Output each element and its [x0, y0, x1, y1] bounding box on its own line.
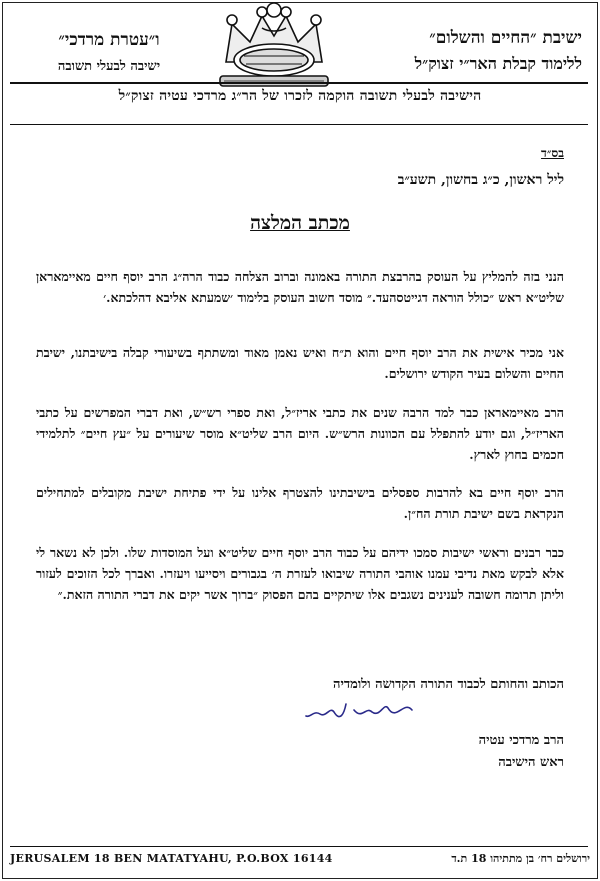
letterhead-right: [362, 28, 582, 74]
paragraph-1: הנני בזה להמליץ על העוסק בהרבצת התורה באמונה וברוב הצלחה כבוד הרה״ג הרב יוסף חיים מאיימאראן שליט״א ראש ״כולל הוראה דגייטסהעד.״ מוסד חשוב העוסק בלימוד ׳שמעתא אליבא דהלכתא.׳: [36, 269, 564, 305]
signer-name: הרב מרדכי עטיה: [478, 733, 564, 748]
ateret-mordechai-subtitle: ישיבה לבעלי תשובה: [57, 59, 161, 74]
footer-address: [10, 852, 590, 865]
header-rule-top: [10, 82, 588, 84]
paragraph-4: הרב יוסף חיים בא להרבות ספסלים בישיבתינו להצטרף אלינו על ידי פתיחת ישיבת מקובלים למתחילים הנקראת בשם ישיבת תורת הח״ן.: [36, 485, 564, 521]
signer-title: ראש הישיבה: [498, 755, 564, 770]
letterhead-left: [14, 30, 204, 74]
letter-title: מכתב המלצה: [250, 212, 350, 234]
header-rule-bottom: [10, 124, 588, 125]
ateret-mordechai-name: ו״עטרת מרדכי״: [58, 30, 160, 50]
bsd-mark: בס״ד: [541, 146, 564, 160]
paragraph-2: אני מכיר אישית את הרב יוסף חיים והוא ת״ח ואיש נאמן מאוד ומשתתף בשיעורי קבלה בישיבתנו, ישיבת החיים והשלום בעיר הקודש ירושלים.: [36, 345, 564, 381]
handwritten-signature: [300, 696, 420, 728]
founded-line: הישיבה לבעלי תשובה הוקמה לזכרו של הר״ג מרדכי עטיה זצוק״ל: [118, 88, 482, 104]
letter-date: ליל ראשון, כ״ג בחשון, תשע״ב: [397, 172, 564, 188]
yeshiva-name: ישיבת ״החיים והשלום״: [429, 28, 582, 48]
paragraph-3: הרב מאיימאראן כבר למד הרבה שנים את כתבי אריז״ל, ואת ספרי רש״ש, ואת דברי המפרשים על כתבי האריז״ל, וגם יודע להתפלל עם הכוונות הרש״ש. היום הרב שליט״א מוסר שיעורים על ״עץ חיים״ לתלמידי חכמים בחוץ לארץ.: [36, 405, 564, 462]
footer-rule: [10, 846, 588, 847]
closing-line: הכותב והחותם לכבוד התורה הקדושה ולומדיה: [333, 677, 564, 692]
yeshiva-subtitle: ללימוד קבלת האר״י זצוק״ל: [414, 54, 582, 73]
crown-logo: [212, 2, 336, 92]
footer-english-address: JERUSALEM 18 BEN MATATYAHU, P.O.BOX 16144: [10, 852, 333, 865]
footer-hebrew-address: ירושלים רח׳ בן מתתיהו 18 ת.ד: [451, 852, 590, 865]
paragraph-5: כבר רבנים וראשי ישיבות סמכו ידיהם על כבוד הרב יוסף חיים שליט״א ועל המוסדות שלו. ולכן לא נשאר לי אלא לבקש מאת נדיבי עמנו אוהבי התורה שיבואו לעזרת ה׳ בגבורים ויסייעו ויעזרו. ואברך לכל הזוכים לעזור וליתן תרומה חשובה לענינים נשגבים אלו שיתקיים בהם הפסוק ״ברוך אשר יקים את דברי התורה הזאת.״: [36, 545, 564, 602]
